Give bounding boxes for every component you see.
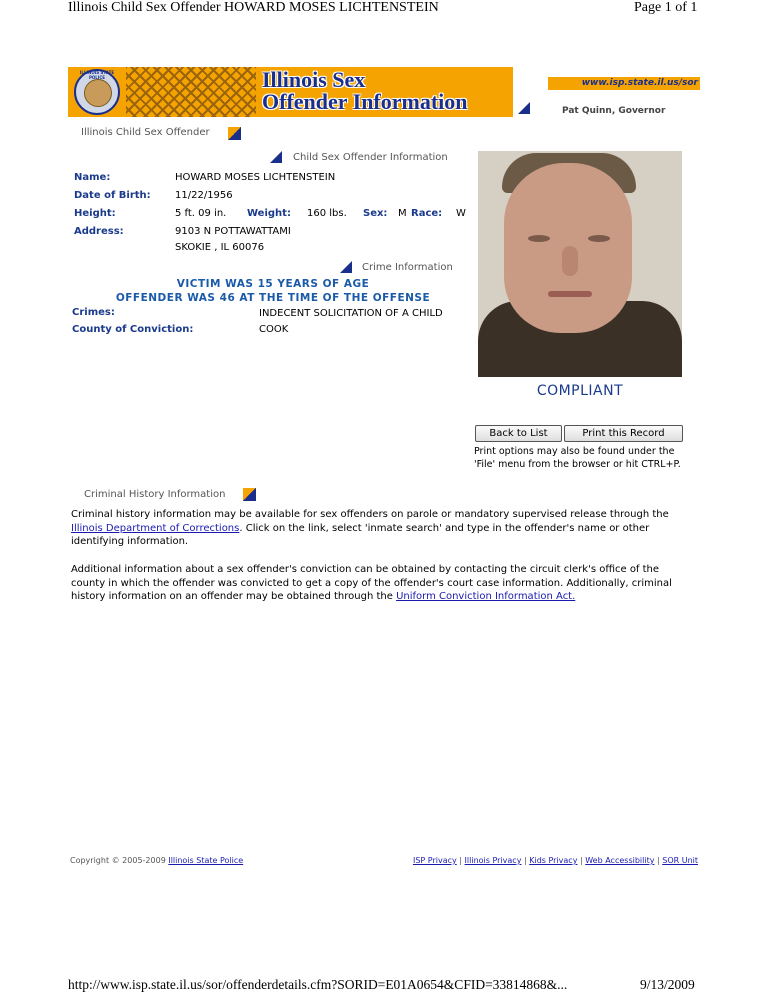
- state-police-seal: [74, 69, 120, 115]
- offender-name: HOWARD MOSES LICHTENSTEIN: [175, 172, 336, 183]
- offender-section-heading: Child Sex Offender Information: [293, 152, 448, 163]
- banner-corner-icon: [518, 102, 530, 114]
- offender-weight: 160 lbs.: [307, 208, 347, 219]
- offender-dob: 11/22/1956: [175, 190, 233, 201]
- copyright: [70, 856, 243, 865]
- print-header-title: Illinois Child Sex Offender HOWARD MOSES LICHTENSTEIN: [68, 0, 439, 15]
- print-header-page: Page 1 of 1: [634, 0, 698, 15]
- footer-links: ISP Privacy | Illinois Privacy | Kids Privacy | Web Accessibility | SOR Unit: [412, 856, 698, 865]
- compliance-status: COMPLIANT: [536, 383, 624, 399]
- weight-label: Weight:: [247, 208, 291, 219]
- race-label: Race:: [411, 208, 443, 219]
- governor: Pat Quinn, Governor: [562, 106, 666, 116]
- height-label: Height:: [74, 208, 116, 219]
- address-line2: SKOKIE , IL 60076: [175, 242, 265, 253]
- history-paragraph-1: [71, 508, 686, 549]
- history-p1-text: Criminal history information may be available for sex offenders on parole or mandatory supervised release through the: [71, 509, 669, 520]
- page-heading: Illinois Child Sex Offender: [81, 127, 210, 138]
- print-record-button[interactable]: Print this Record: [564, 425, 683, 442]
- offender-race: W: [456, 208, 466, 219]
- copyright-text: Copyright © 2005-2009: [70, 856, 166, 865]
- history-paragraph-2: [71, 563, 686, 604]
- fence-graphic: [126, 67, 256, 117]
- web-accessibility-link[interactable]: Web Accessibility: [585, 856, 655, 865]
- history-p2-text: Additional information about a sex offender's conviction can be obtained by contacting the circuit clerk's office of the county in which the offender was convicted to get a copy of the offender's court case information. Additionally, criminal history information on an offender may be obtained through the: [71, 564, 672, 602]
- banner-url[interactable]: www.isp.state.il.us/sor: [548, 77, 700, 90]
- section-icon: [243, 488, 256, 501]
- banner-title-line1: Illinois Sex: [262, 67, 366, 92]
- idoc-link[interactable]: Illinois Department of Corrections: [71, 522, 240, 534]
- illinois-privacy-link[interactable]: Illinois Privacy: [464, 856, 522, 865]
- back-to-list-button[interactable]: Back to List: [475, 425, 562, 442]
- crime-section-heading: Crime Information: [362, 262, 453, 273]
- county-value: COOK: [259, 324, 289, 335]
- county-label: County of Conviction:: [72, 324, 194, 335]
- offender-photo: [478, 151, 682, 377]
- isp-privacy-link[interactable]: ISP Privacy: [412, 856, 457, 865]
- section-triangle-icon: [270, 151, 282, 163]
- offender-age-line: OFFENDER WAS 46 AT THE TIME OF THE OFFENSE: [115, 292, 431, 304]
- name-label: Name:: [74, 172, 111, 183]
- address-line1: 9103 N POTTAWATTAMI: [175, 226, 291, 237]
- sex-label: Sex:: [363, 208, 388, 219]
- section-triangle-icon: [340, 261, 352, 273]
- offender-sex: M: [398, 208, 407, 219]
- seal-text: ILLINOIS STATE POLICE: [79, 70, 115, 80]
- offender-height: 5 ft. 09 in.: [175, 208, 227, 219]
- print-note: Print options may also be found under the 'File' menu from the browser or hit CTRL+P.: [474, 446, 681, 470]
- victim-age-line: VICTIM WAS 15 YEARS OF AGE: [176, 278, 370, 290]
- history-section-heading: Criminal History Information: [84, 489, 226, 500]
- section-icon: [228, 127, 241, 140]
- print-footer-url: http://www.isp.state.il.us/sor/offenderdetails.cfm?SORID=E01A0654&CFID=33814868&...: [68, 977, 568, 992]
- isp-link[interactable]: Illinois State Police: [168, 856, 244, 865]
- dob-label: Date of Birth:: [74, 190, 151, 201]
- banner-title-line2: Offender Information: [262, 89, 468, 114]
- print-footer-date: 9/13/2009: [640, 977, 695, 992]
- crimes-label: Crimes:: [72, 307, 115, 318]
- sor-unit-link[interactable]: SOR Unit: [662, 856, 698, 865]
- kids-privacy-link[interactable]: Kids Privacy: [529, 856, 578, 865]
- ucia-link[interactable]: Uniform Conviction Information Act.: [396, 591, 576, 602]
- banner: [68, 67, 513, 117]
- history-p1-text-after: . Click on the link, select 'inmate search' and type in the offender's name or other identifying information.: [71, 522, 650, 547]
- address-label: Address:: [74, 226, 124, 237]
- crimes-value: INDECENT SOLICITATION OF A CHILD: [259, 308, 443, 319]
